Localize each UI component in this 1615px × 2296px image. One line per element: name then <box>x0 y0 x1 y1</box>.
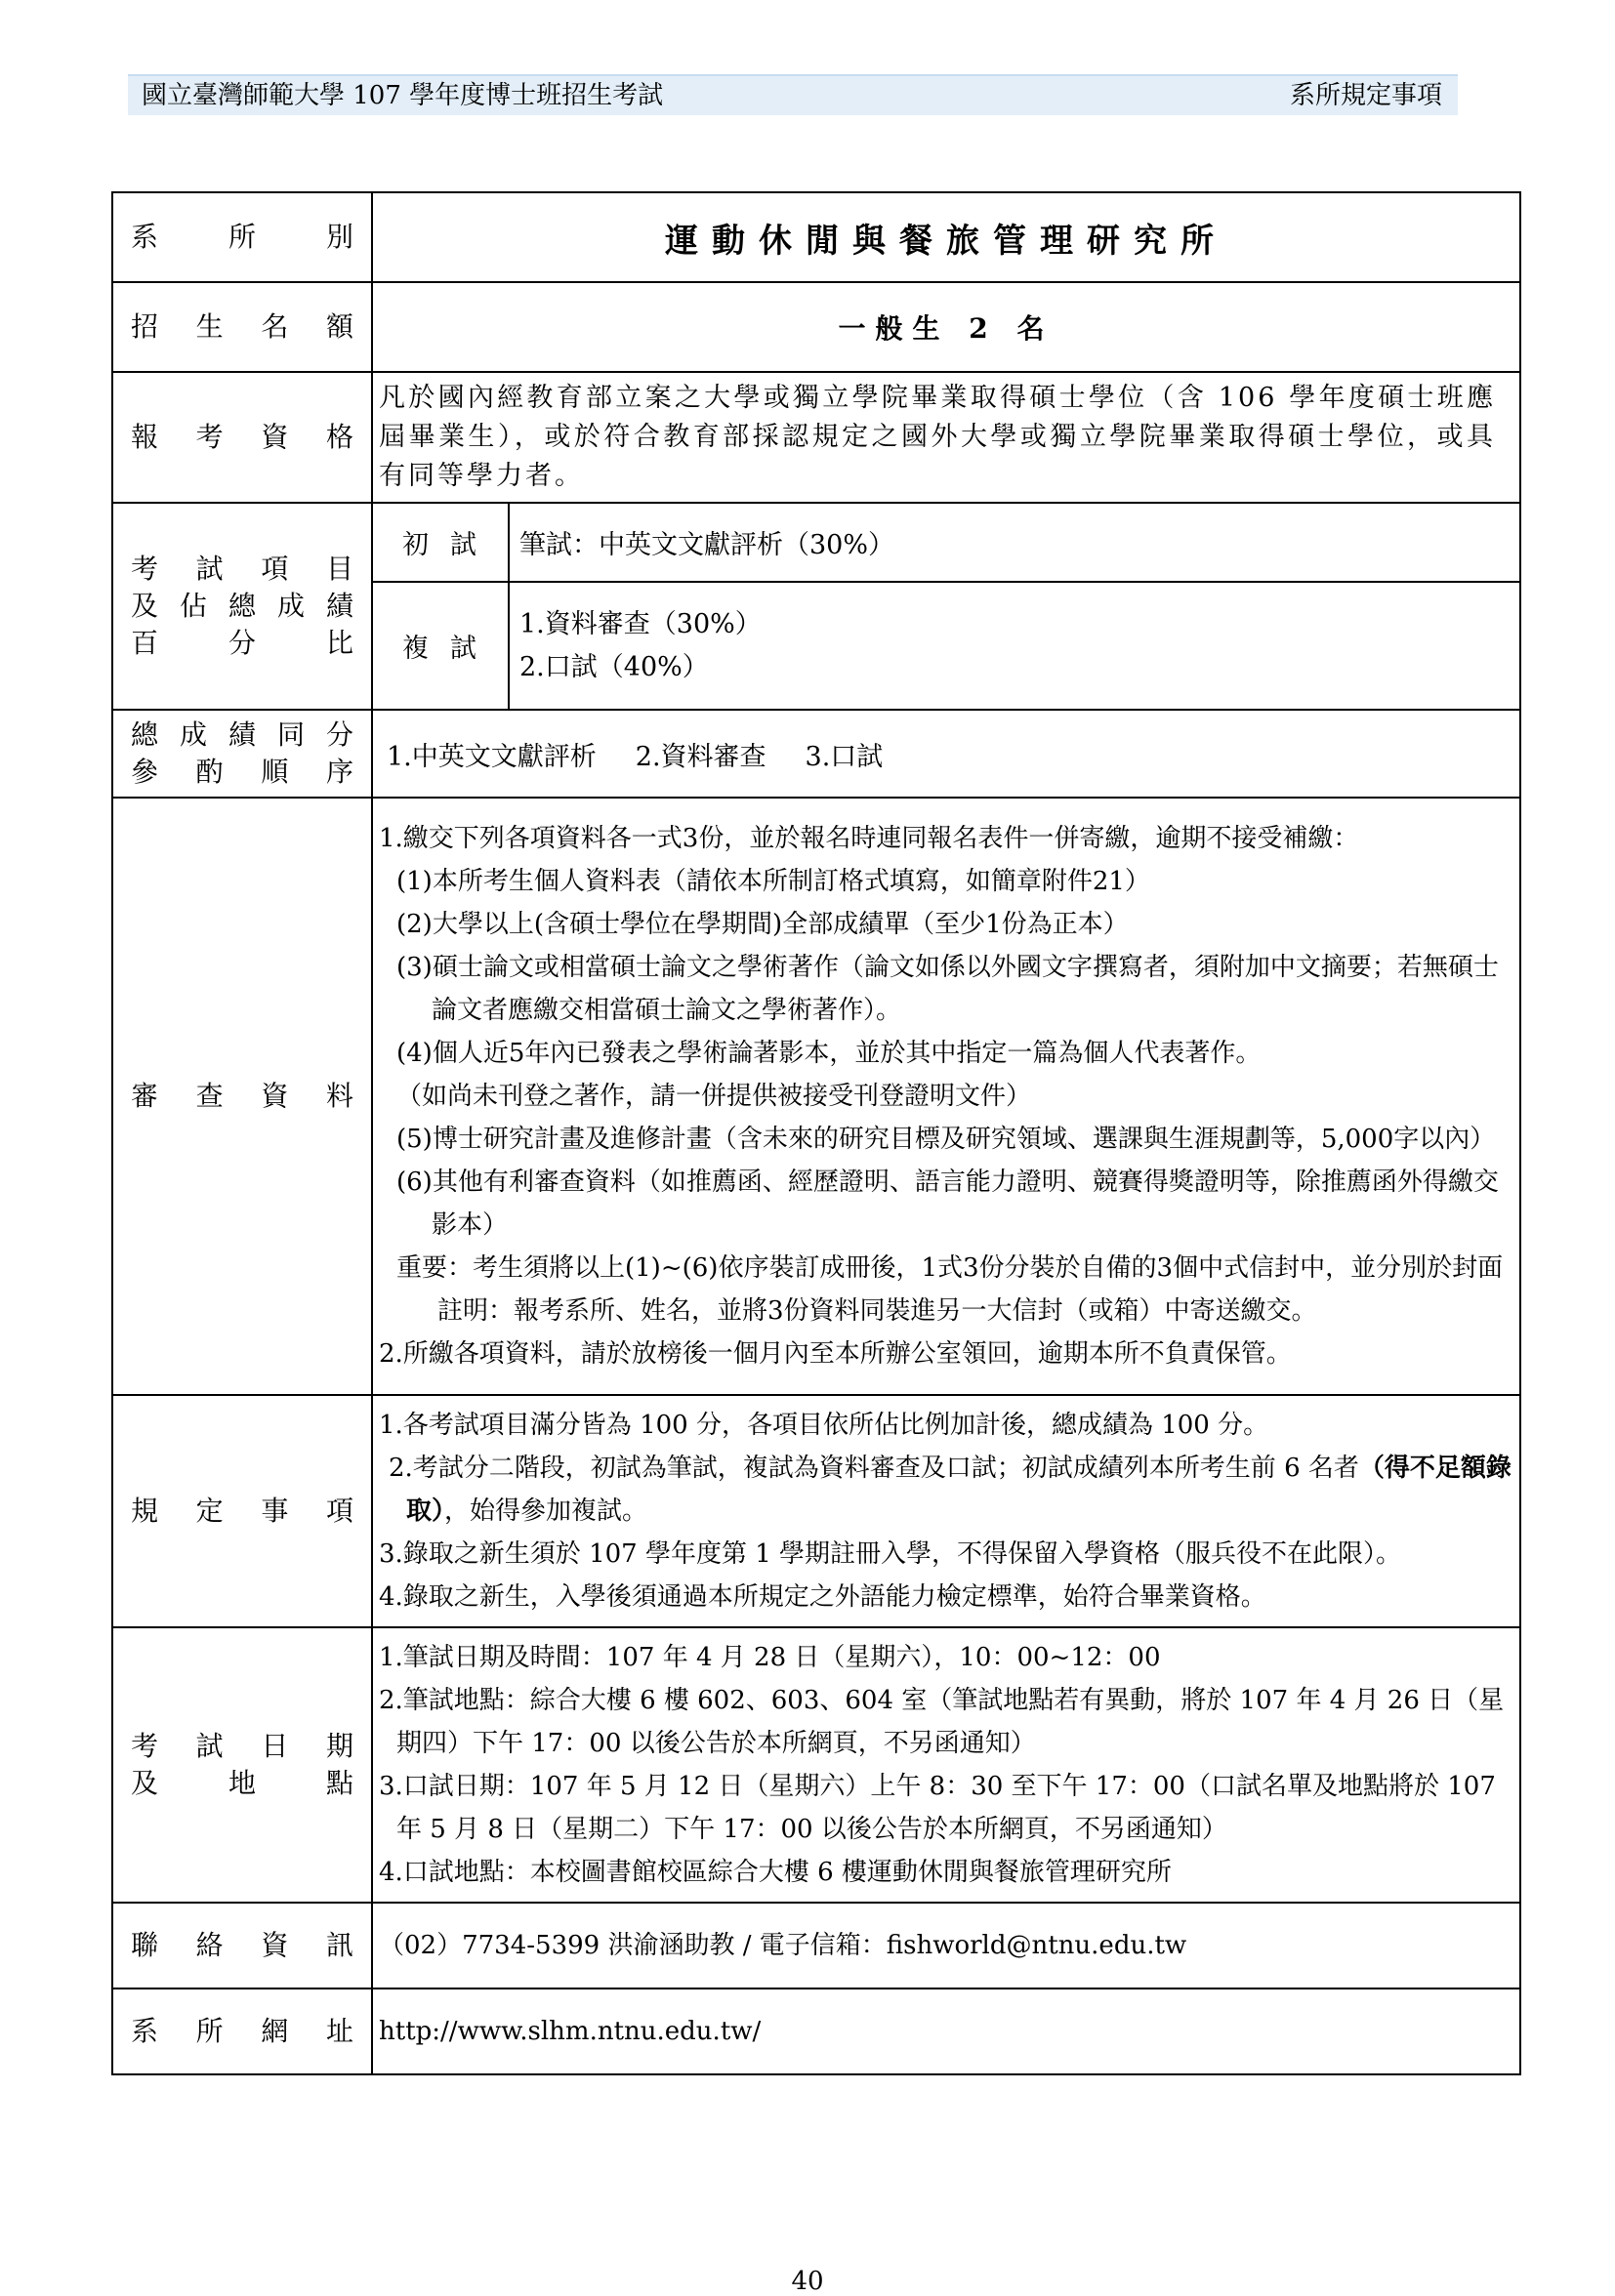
label-initial-exam: 初試 <box>373 504 509 582</box>
schedule-line: 1.筆試日期及時間：107 年 4 月 28 日（星期六），10：00~12：00 <box>379 1643 1161 1672</box>
header-section: 系所規定事項 <box>1289 81 1442 110</box>
row-department <box>112 192 1520 282</box>
review-line: (3)碩士論文或相當碩士論文之學術著作（論文如係以外國文字撰寫者，須附加中文摘要；若無碩士論文者應繳交相當碩士論文之學術著作）。 <box>396 953 1499 1025</box>
qualification-text: 凡於國內經教育部立案之大學或獨立學院畢業取得碩士學位（含 106 學年度碩士班應屆畢業生），或於符合教育部採認規定之國外大學或獨立學院畢業取得碩士學位，或具有同等學力者。 <box>379 383 1496 491</box>
label-schedule-2: 及 地 點 <box>131 1767 353 1799</box>
rules-content <box>373 1398 1519 1624</box>
schedule-line: 2.筆試地點：綜合大樓 6 樓 602、603、604 室（筆試地點若有異動，將於 107 年 4 月 26 日（星期四）下午 17：00 以後公告於本所網頁，不另函通知） <box>379 1686 1505 1758</box>
label-tie-order-2: 參 酌 順 序 <box>131 756 353 788</box>
row-exam-items <box>112 503 1520 710</box>
label-review: 審查資料 <box>131 1080 353 1112</box>
label-exam-items-2: 及 佔 總 成 績 <box>131 590 353 622</box>
label-department: 系所別 <box>131 221 353 253</box>
schedule-content <box>373 1630 1519 1900</box>
exam-stages-table <box>373 504 1519 709</box>
rule-emphasis: （得不足額錄取） <box>406 1454 1511 1526</box>
review-content <box>373 811 1519 1381</box>
header-title: 國立臺灣師範大學 107 學年度博士班招生考試 <box>142 81 664 110</box>
review-line: (5)博士研究計畫及進修計畫（含未來的研究目標及研究領域、選課與生涯規劃等，5,000字以內） <box>396 1125 1496 1154</box>
rule-line: 4.錄取之新生，入學後須通過本所規定之外語能力檢定標準，始符合畢業資格。 <box>379 1582 1266 1612</box>
page-number: 40 <box>791 2267 824 2296</box>
rule-line: 1.各考試項目滿分皆為 100 分，各項目依所佔比例加計後，總成績為 100 分。 <box>379 1411 1269 1440</box>
tie-order-item: 2.資料審查 <box>635 741 766 772</box>
rule-line: 3.錄取之新生須於 107 學年度第 1 學期註冊入學，不得保留入學資格（服兵役不在此限）。 <box>379 1539 1402 1569</box>
label-quota: 招生名額 <box>131 310 353 343</box>
schedule-line: 3.口試日期：107 年 5 月 12 日（星期六）上午 8：30 至下午 17：00（口試名單及地點將於 107 年 5 月 8 日（星期二）下午 17：00 以後公告於本所網頁，不另函通知） <box>379 1772 1496 1844</box>
review-line: （如尚未刊登之著作，請一併提供被接受刊登證明文件） <box>396 1082 1032 1111</box>
tie-order-list <box>373 735 1519 773</box>
label-exam-items-3: 百 分 比 <box>131 627 353 659</box>
second-exam-item: 2.口試（40%） <box>519 651 709 682</box>
contact-value: （02）7734-5399 洪渝涵助教 / 電子信箱：fishworld@ntnu.edu.tw <box>379 1931 1187 1960</box>
rule-line: 2.考試分二階段，初試為筆試，複試為資料審查及口試；初試成績列本所考生前 6 名者（得不足額錄取），始得參加複試。 <box>389 1454 1511 1526</box>
second-exam-item: 1.資料審查（30%） <box>519 608 762 639</box>
review-line: (4)個人近5年內已發表之學術論著影本，並於其中指定一篇為個人代表著作。 <box>396 1039 1262 1068</box>
quota-value: 一般生 2 名 <box>838 312 1055 345</box>
review-line: 2.所繳各項資料，請於放榜後一個月內至本所辦公室領回，逾期本所不負責保管。 <box>379 1339 1292 1369</box>
label-contact: 聯絡資訊 <box>131 1929 353 1961</box>
label-tie-order-1: 總 成 績 同 分 <box>131 718 353 751</box>
row-qualification <box>112 372 1520 503</box>
row-rules <box>112 1395 1520 1627</box>
label-second-exam: 複試 <box>373 582 509 709</box>
row-contact <box>112 1903 1520 1988</box>
row-website <box>112 1988 1520 2074</box>
review-important-note: 重要：考生須將以上(1)~(6)依序裝訂成冊後，1式3份分裝於自備的3個中式信封中，並分別於封面註明：報考系所、姓名，並將3份資料同裝進另一大信封（或箱）中寄送繳交。 <box>396 1253 1504 1326</box>
tie-order-item: 1.中英文文獻評析 <box>387 741 597 772</box>
tie-order-item: 3.口試 <box>805 741 884 772</box>
label-website: 系所網址 <box>131 2015 353 2047</box>
review-line: 1.繳交下列各項資料各一式3份，並於報名時連同報名表件一併寄繳，逾期不接受補繳： <box>379 824 1359 853</box>
row-schedule <box>112 1627 1520 1903</box>
label-schedule-1: 考 試 日 期 <box>131 1730 353 1762</box>
department-name: 運動休閒與餐旅管理研究所 <box>665 221 1227 261</box>
row-tie-order <box>112 710 1520 798</box>
review-line: (1)本所考生個人資料表（請依本所制訂格式填寫，如簡章附件21） <box>396 867 1150 896</box>
label-exam-items-1: 考 試 項 目 <box>131 553 353 585</box>
website-link[interactable]: http://www.slhm.ntnu.edu.tw/ <box>379 2017 762 2046</box>
review-line: (6)其他有利審查資料（如推薦函、經歷證明、語言能力證明、競賽得獎證明等，除推薦函外得繳交影本） <box>396 1168 1499 1240</box>
schedule-line: 4.口試地點：本校圖書館校區綜合大樓 6 樓運動休閒與餐旅管理研究所 <box>379 1858 1172 1887</box>
page-header <box>128 74 1458 115</box>
row-review-materials <box>112 798 1520 1395</box>
admission-rules-table <box>111 191 1521 2075</box>
review-line: (2)大學以上(含碩士學位在學期間)全部成績單（至少1份為正本） <box>396 910 1129 939</box>
label-rules: 規定事項 <box>131 1495 353 1527</box>
label-qualification: 報考資格 <box>131 421 353 453</box>
row-quota <box>112 282 1520 372</box>
initial-exam-value: 筆試：中英文文獻評析（30%） <box>509 504 1519 582</box>
